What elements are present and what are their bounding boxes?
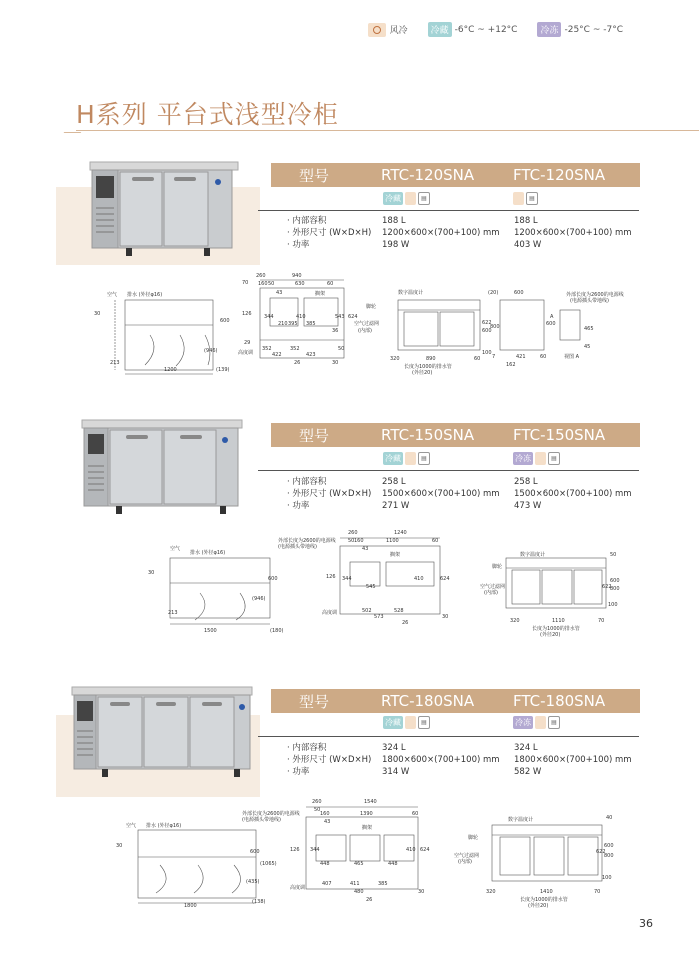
door-icon: ▤ [526, 192, 538, 205]
dimension-label: 60 [412, 811, 419, 817]
dimension-label: 480 [354, 889, 364, 895]
spec-label: · 功率 [287, 240, 310, 250]
fan-icon [535, 716, 546, 729]
dimension-label: 545 [366, 584, 376, 590]
dimension-label: 搁架 [362, 825, 373, 831]
spec-row [287, 215, 657, 227]
dimension-label: 1200 [164, 367, 177, 373]
dimension-label: 126 [326, 574, 336, 580]
dimension-label: 260 [312, 799, 322, 805]
dimension-label: 30 [94, 311, 101, 317]
feature-icons-1 [383, 192, 643, 206]
dimension-label: 600 [610, 578, 620, 584]
dimension-label: (电源插头带地线) [242, 817, 281, 823]
door-icon: ▤ [548, 452, 560, 465]
dimension-label: 320 [510, 618, 520, 624]
model-label: 型号 [299, 166, 330, 185]
dimension-label: (电源插头带地线) [278, 544, 317, 550]
spec-row [287, 500, 657, 512]
dimension-label: 30 [148, 570, 155, 576]
cool-badge: 冷藏 [385, 718, 401, 727]
door-icon: ▤ [418, 716, 430, 729]
dimension-label: 890 [426, 356, 436, 362]
freeze-badge: 冷冻 [515, 454, 531, 463]
dimension-label: 352 [262, 346, 272, 352]
dimension-label: 排水 (外径φ16) [127, 292, 163, 298]
dimension-label: 长度为1000的排水管 [404, 364, 452, 370]
dimension-label: 1390 [360, 811, 373, 817]
dimension-label: (946) [204, 348, 218, 354]
dimension-label: 空气 [126, 823, 137, 829]
dimension-label: 脚轮 [492, 564, 503, 570]
dimension-label: 407 [322, 881, 332, 887]
spec-rtc-value: 314 W [382, 767, 410, 777]
dimension-label: 60 [474, 356, 481, 362]
spec-row [287, 754, 657, 766]
spec-divider [258, 470, 639, 471]
product-photo-refrigerator [70, 685, 260, 785]
dimension-label: 800 [610, 586, 620, 592]
spec-label: · 功率 [287, 767, 310, 777]
dimension-label: 空气过滤网 [454, 853, 480, 859]
model-header-1 [271, 163, 640, 187]
dimension-label: 26 [402, 620, 409, 626]
spec-divider [258, 210, 639, 211]
dimension-label: 630 [295, 281, 305, 287]
dimension-label: 600 [514, 290, 524, 296]
dimension-label: 30 [442, 614, 449, 620]
dimension-label: 624 [440, 576, 450, 582]
spec-ftc-value: 324 L [514, 743, 538, 753]
dimension-label: (电源插头带地线) [570, 298, 609, 304]
legend-freeze-range: -25°C ~ -7°C [564, 24, 623, 35]
legend-fan [368, 23, 408, 37]
dimension-label: 45 [584, 344, 591, 350]
dimension-label: 126 [290, 847, 300, 853]
dimension-label: 60 [540, 354, 547, 360]
dimension-label: 43 [362, 546, 369, 552]
plan-view [306, 807, 418, 889]
spec-rtc-value: 324 L [382, 743, 406, 753]
dimension-label: 573 [374, 614, 384, 620]
dimension-label: 210 [278, 321, 288, 327]
dimension-label: 60 [432, 538, 439, 544]
dimension-label: 1110 [552, 618, 565, 624]
dimension-label: 162 [506, 362, 516, 368]
dimension-label: 100 [608, 602, 618, 608]
spec-ftc-value: 582 W [514, 767, 542, 777]
dimension-label: 1800 [184, 903, 197, 909]
dimension-label: 空气过滤网 [354, 321, 380, 327]
dimension-label: 213 [110, 360, 120, 366]
dimension-label: 260 [256, 273, 266, 279]
dimension-label: 30 [332, 360, 339, 366]
legend-cool [428, 22, 518, 37]
page-title: H系列 平台式浅型冷柜 [76, 100, 339, 129]
spec-label: · 内部容积 [287, 743, 327, 753]
dimension-label: 长度为1000的排水管 [520, 897, 568, 903]
dimension-label: 410 [296, 314, 306, 320]
dimension-label: 411 [350, 881, 360, 887]
dimension-label: 70 [242, 280, 249, 286]
dimension-label: 30 [116, 843, 123, 849]
dimension-label: 465 [354, 861, 364, 867]
dimension-label: 800 [490, 324, 500, 330]
dimension-label: 600 [604, 843, 614, 849]
front-view [138, 830, 256, 903]
dimension-label: 260 [348, 530, 358, 536]
dimension-label: 622 [596, 849, 606, 855]
rtc-model-name: RTC-150SNA [381, 426, 475, 444]
dimension-label: 外部长度为2600的电源线 [242, 811, 300, 817]
spec-row [287, 476, 657, 488]
dimension-label: (内部) [458, 859, 472, 865]
spec-rtc-value: 258 L [382, 477, 406, 487]
dimension-label: 422 [272, 352, 282, 358]
dimension-label: 43 [324, 819, 331, 825]
dimension-label: 数字温度计 [398, 290, 424, 296]
dimension-label: 50 [268, 281, 275, 287]
dimension-label: 1500 [204, 628, 217, 634]
dimension-label: 800 [604, 853, 614, 859]
dimension-label: 344 [310, 847, 320, 853]
spec-row [287, 227, 657, 239]
dimension-label: 1410 [540, 889, 553, 895]
front-view [115, 300, 213, 374]
fan-icon [405, 452, 416, 465]
dimension-label: 385 [306, 321, 316, 327]
dimension-label: 50 [338, 346, 345, 352]
spec-ftc-value: 258 L [514, 477, 538, 487]
fan-icon [513, 192, 524, 205]
dimension-label: 320 [486, 889, 496, 895]
dimension-label: 数字温度计 [508, 817, 534, 823]
dimension-label: 脚轮 [468, 835, 479, 841]
dimension-label: 40 [606, 815, 613, 821]
dimension-label: 7 [492, 354, 496, 360]
dimension-label: 1540 [364, 799, 377, 805]
spec-rtc-value: 1800×600×(700+100) mm [382, 755, 500, 765]
spec-label: · 外形尺寸 (W×D×H) [287, 489, 372, 499]
dimension-label: 搁架 [315, 291, 326, 297]
dimension-label: 长度为1000的排水管 [532, 626, 580, 632]
dimension-label: 528 [394, 608, 404, 614]
dimension-label: 465 [584, 326, 594, 332]
legend-freeze [537, 22, 623, 37]
dimension-label: 502 [362, 608, 372, 614]
dimension-label: 搁架 [390, 552, 401, 558]
dimension-label: 423 [306, 352, 316, 358]
dimension-label: 622 [602, 584, 612, 590]
dimension-label: 43 [276, 290, 283, 296]
dimension-label: (946) [252, 596, 266, 602]
dimension-label: 100 [602, 875, 612, 881]
spec-divider [258, 736, 639, 737]
dimension-label: 空气 [107, 292, 118, 298]
dimension-label: 344 [342, 576, 352, 582]
dimension-label: 空气 [170, 546, 181, 552]
spec-ftc-value: 188 L [514, 216, 538, 226]
dimension-label: 50 [610, 552, 617, 558]
dimension-label: 1100 [386, 538, 399, 544]
dimension-label: (435) [246, 879, 260, 885]
ftc-model-name: FTC-120SNA [513, 166, 606, 184]
dimension-label: 70 [598, 618, 605, 624]
side-view [506, 558, 606, 608]
feature-icons-2 [383, 452, 643, 466]
dimension-label: 脚轮 [366, 304, 377, 310]
dimension-label: 448 [388, 861, 398, 867]
spec-rtc-value: 1200×600×(700+100) mm [382, 228, 500, 238]
temperature-legend [348, 22, 623, 37]
dimension-label: 344 [264, 314, 274, 320]
dimension-label: 160 [354, 538, 364, 544]
legend-freeze-chip: 冷冻 [537, 22, 561, 37]
spec-table-3 [287, 742, 657, 782]
dimension-label: 外部长度为2600的电源线 [278, 538, 336, 544]
spec-ftc-value: 1800×600×(700+100) mm [514, 755, 632, 765]
page-number: 36 [639, 917, 653, 930]
dimension-label: 622 [482, 320, 492, 326]
door-icon: ▤ [418, 452, 430, 465]
plan-view [340, 538, 440, 614]
dimension-label: (外径20) [528, 903, 549, 909]
dimension-label: 排水 (外径φ16) [146, 823, 182, 829]
product-photo-refrigerator [80, 418, 250, 528]
rtc-model-name: RTC-120SNA [381, 166, 475, 184]
dimension-label: 600 [268, 576, 278, 582]
dimension-label: 624 [420, 847, 430, 853]
technical-drawing-1 [80, 270, 640, 380]
dimension-label: 126 [242, 311, 252, 317]
door-icon: ▤ [548, 716, 560, 729]
dimension-label: 600 [250, 849, 260, 855]
fan-icon [368, 23, 386, 37]
dimension-label: 36 [332, 328, 339, 334]
spec-rtc-value: 1500×600×(700+100) mm [382, 489, 500, 499]
dimension-label: (180) [270, 628, 284, 634]
dimension-label: 410 [406, 847, 416, 853]
spec-ftc-value: 403 W [514, 240, 542, 250]
spec-table-2 [287, 476, 657, 516]
dimension-label: 213 [168, 610, 178, 616]
dimension-label: 600 [546, 321, 556, 327]
dimension-label: 50 [314, 807, 321, 813]
technical-drawing-3 [110, 795, 620, 915]
dimension-label: 视图 A [564, 354, 580, 360]
spec-ftc-value: 1200×600×(700+100) mm [514, 228, 632, 238]
dimension-label: 1240 [394, 530, 407, 536]
model-header-3 [271, 689, 640, 713]
dimension-label: 385 [378, 881, 388, 887]
dimension-label: (1065) [260, 861, 277, 867]
cool-badge: 冷藏 [385, 454, 401, 463]
fan-icon [535, 452, 546, 465]
dimension-label: 100 [482, 350, 492, 356]
dimension-label: 外部长度为2600的电源线 [566, 292, 624, 298]
cool-badge: 冷藏 [385, 194, 401, 203]
dimension-label: 448 [320, 861, 330, 867]
title-divider [76, 130, 699, 131]
dimension-label: (外径20) [540, 632, 561, 638]
dimension-label: 26 [294, 360, 301, 366]
spec-row [287, 766, 657, 778]
dimension-label: 50 [348, 538, 355, 544]
spec-table-1 [287, 215, 657, 255]
spec-label: · 内部容积 [287, 477, 327, 487]
feature-icons-3 [383, 716, 643, 730]
dimension-label: 空气过滤网 [480, 584, 506, 590]
dimension-label: 数字温度计 [520, 552, 546, 558]
spec-label: · 内部容积 [287, 216, 327, 226]
model-label: 型号 [299, 426, 330, 445]
spec-ftc-value: 1500×600×(700+100) mm [514, 489, 632, 499]
door-icon: ▤ [418, 192, 430, 205]
rtc-model-name: RTC-180SNA [381, 692, 475, 710]
spec-row [287, 488, 657, 500]
dimension-label: 排水 (外径φ16) [190, 550, 226, 556]
model-header-2 [271, 423, 640, 447]
legend-cool-chip: 冷藏 [428, 22, 452, 37]
fan-icon [405, 192, 416, 205]
dimension-label: 352 [290, 346, 300, 352]
dimension-label: A [550, 314, 554, 320]
ftc-model-name: FTC-150SNA [513, 426, 606, 444]
dimension-label: (20) [488, 290, 499, 296]
freeze-badge: 冷冻 [515, 718, 531, 727]
spec-label: · 功率 [287, 501, 310, 511]
dimension-label: (内部) [358, 328, 372, 334]
dimension-label: 70 [594, 889, 601, 895]
dimension-label: 60 [327, 281, 334, 287]
dimension-label: 29 [244, 340, 251, 346]
technical-drawing-2 [140, 528, 620, 640]
legend-fan-label: 风冷 [389, 26, 408, 36]
dimension-label: 160 [320, 811, 330, 817]
dimension-label: 624 [348, 314, 358, 320]
dimension-label: 395 [288, 321, 298, 327]
dimension-label: 高度调 [290, 885, 306, 891]
dimension-label: 421 [516, 354, 526, 360]
legend-cool-range: -6°C ~ +12°C [454, 24, 518, 35]
spec-row [287, 742, 657, 754]
dimension-label: 26 [366, 897, 373, 903]
dimension-label: 320 [390, 356, 400, 362]
fan-icon [405, 716, 416, 729]
dimension-label: (内部) [484, 590, 498, 596]
product-photo-refrigerator [88, 160, 248, 265]
dimension-label: 30 [418, 889, 425, 895]
dimension-label: 600 [220, 318, 230, 324]
dimension-label: 600 [482, 328, 492, 334]
dimension-label: (139) [216, 367, 230, 373]
spec-label: · 外形尺寸 (W×D×H) [287, 755, 372, 765]
spec-rtc-value: 271 W [382, 501, 410, 511]
side-view [492, 825, 602, 881]
spec-row [287, 239, 657, 251]
front-view [170, 558, 270, 624]
dimension-label: 543 [335, 314, 345, 320]
dimension-label: 高度调 [322, 610, 338, 616]
spec-rtc-value: 188 L [382, 216, 406, 226]
dimension-label: 940 [292, 273, 302, 279]
dimension-label: (138) [252, 899, 266, 905]
dimension-label: 410 [414, 576, 424, 582]
ftc-model-name: FTC-180SNA [513, 692, 606, 710]
dimension-label: (外径20) [412, 370, 433, 376]
spec-ftc-value: 473 W [514, 501, 542, 511]
spec-label: · 外形尺寸 (W×D×H) [287, 228, 372, 238]
dimension-label: 160 [258, 281, 268, 287]
dimension-label: 高度调 [238, 350, 254, 356]
model-label: 型号 [299, 692, 330, 711]
spec-rtc-value: 198 W [382, 240, 410, 250]
